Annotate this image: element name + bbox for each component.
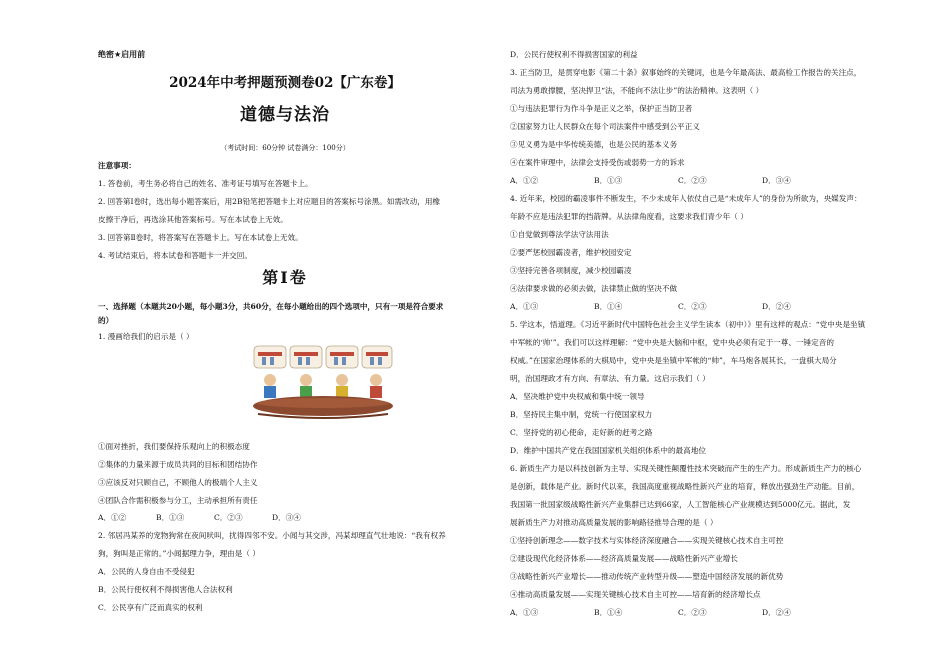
q2-option: B．公民行使权利不得损害他人合法权利	[98, 585, 233, 594]
notice-line: 3. 回答第Ⅱ卷时，将答案写在答题卡上。写在本试卷上无效。	[98, 233, 303, 242]
q1-item: ②集体的力量来源于成员共同的目标和团结协作	[98, 460, 258, 469]
option-a: A．①②	[510, 176, 539, 185]
q5-option: B．坚持民主集中制，党统一行使国家权力	[510, 410, 653, 419]
q5-stem-cont: 权威。”在国家治理体系的大棋局中，党中央是坐镇中军帐的“帅”，车马炮各展其长，一盘棋大局分	[510, 356, 837, 365]
q6-options	[510, 608, 846, 618]
q3-stem: 3. 正当防卫，是贯穿电影《第二十条》叙事始终的关键词，也是今年最高法、最高检工作报告的关注点，	[510, 68, 862, 77]
q3-item: ①与违法犯罪行为作斗争是正义之举，保护正当防卫者	[510, 104, 693, 113]
option-d: D．②④	[762, 608, 791, 617]
q6-item: ③战略性新兴产业增长——推动传统产业转型升级——塑造中国经济发展的新优势	[510, 572, 784, 581]
option-b: B．①③	[594, 176, 623, 185]
option-c: C．②③	[214, 513, 243, 522]
option-b: B．①④	[594, 302, 623, 311]
q6-stem-cont: 我国第一批国家级战略性新兴产业集群已达到66家，人工智能核心产业规模达到5000亿元。据此，发	[510, 500, 851, 509]
q3-item: ②国家努力让人民群众在每个司法案件中感受到公平正义	[510, 122, 700, 131]
q5-stem: 5. 学这本，悟道理。《习近平新时代中国特色社会主义学生读本（初中）》里有这样的观点：“党中央是坐镇	[510, 320, 866, 329]
option-c: C．②③	[678, 302, 707, 311]
option-c: C．②③	[678, 176, 707, 185]
q5-stem-cont: 中军帐的‘帅’”。我们可以这样理解：“党中央是大脑和中枢，党中央必须有定于一尊、一锤定音的	[510, 338, 834, 347]
option-d: D．②④	[762, 302, 791, 311]
option-a: A．①③	[510, 302, 539, 311]
q1-stem: 1. 漫画给我们的启示是（ ）	[98, 332, 194, 341]
q6-stem-cont: 展新质生产力对推动高质量发展的影响路径推导合理的是（ ）	[510, 518, 718, 527]
q2-option: D．公民行使权利不得损害国家的利益	[510, 50, 638, 59]
q5-option: A．坚决维护党中央权威和集中统一领导	[510, 392, 645, 401]
notice-line: 皮擦干净后，再选涂其他答案标号。写在本试卷上无效。	[98, 215, 288, 224]
option-a: A．①②	[98, 513, 127, 522]
volume-title: 第Ⅰ卷	[262, 268, 308, 287]
q1-item: ③应该反对只顾自己，不顾他人的极端个人主义	[98, 478, 258, 487]
q6-item: ④推动高质量发展——实现关键核心技术自主可控——培育新的经济增长点	[510, 590, 761, 599]
q5-option: C．坚持党的初心使命，走好新的赶考之路	[510, 428, 653, 437]
q3-options	[510, 176, 846, 186]
option-a: A．①③	[510, 608, 539, 617]
q4-item: ②要严惩校园霸凌者，维护校园安定	[510, 248, 632, 257]
subject-title: 道德与法治	[240, 105, 330, 125]
q4-stem-cont: 年龄不应是违法犯罪的挡箭牌。从法律角度看，这要求我们青少年（ ）	[510, 212, 748, 221]
comic-illustration	[248, 344, 398, 422]
q6-item: ②建设现代化经济体系——经济高质量发展——战略性新兴产业增长	[510, 554, 738, 563]
notice-line: 1. 答卷前，考生务必将自己的姓名、准考证号填写在答题卡上。	[98, 179, 313, 188]
q2-stem: 2. 邻居冯某养的宠物狗常在夜间吠叫，扰得四邻不安。小闻与其交涉，冯某却理直气壮地说：“我有权养	[98, 531, 446, 540]
notice-heading: 注意事项：	[98, 161, 136, 170]
option-d: D．③④	[762, 176, 791, 185]
q2-stem-cont: 狗，狗叫是正常的。”小闻据理力争，理由是（ ）	[98, 549, 260, 558]
q1-item: ④团队合作需积极参与分工，主动承担所有责任	[98, 496, 258, 505]
q3-stem-cont: 司法为勇敢撑腰，坚决捍卫“法，不能向不法让步”的法治精神。这表明（ ）	[510, 86, 764, 95]
q4-item: ①自觉做到尊法学法守法用法	[510, 230, 609, 239]
q2-option: C．公民享有广泛而真实的权利	[98, 603, 203, 612]
q5-option: D．维护中国共产党在我国国家机关组织体系中的最高地位	[510, 446, 706, 455]
q1-item: ①面对挫折，我们要保持乐观向上的积极态度	[98, 442, 250, 451]
q4-options	[510, 302, 846, 312]
q6-item: ①坚持创新理念——数字技术与实体经济深度融合——实现关键核心技术自主可控	[510, 536, 784, 545]
option-b: B．①④	[594, 608, 623, 617]
q6-stem: 6. 新质生产力是以科技创新为主导、实现关键性颠覆性技术突破而产生的生产力。形成新质生产力的核心	[510, 464, 862, 473]
q5-stem-cont: 明，治国理政才有方向、有章法、有力量。这启示我们（ ）	[510, 374, 710, 383]
q4-stem: 4. 近年来，校园的霸凌事件不断发生，不少未成年人依仗自己是“未成年人”的身份为所欲为，央媒发声：	[510, 194, 862, 203]
option-b: B．①③	[156, 513, 185, 522]
notice-line: 2. 回答第Ⅰ卷时，选出每小题答案后，用2B铅笔把答题卡上对应题目的答案标号涂黑。如需改动，用橡	[98, 197, 441, 206]
people	[264, 374, 382, 398]
exam-title: 2024年中考押题预测卷02【广东卷】	[169, 75, 401, 91]
q4-item: ④法律要求做的必须去做，法律禁止做的坚决不做	[510, 284, 678, 293]
notice-line: 4. 考试结束后，将本试卷和答题卡一并交回。	[98, 251, 252, 260]
secret-label: 绝密★启用前	[98, 50, 146, 59]
thought-bubbles	[254, 346, 392, 368]
exam-meta: （考试时间：60分钟 试卷满分：100分）	[220, 144, 350, 152]
q3-item: ④在案件审理中，法律会支持受伤或弱势一方的诉求	[510, 158, 685, 167]
q1-options	[98, 513, 330, 523]
option-d: D．③④	[272, 513, 301, 522]
section-heading: 一、选择题（本题共20小题，每小题3分，共60分，在每小题给出的四个选项中，只有一项是符合要求	[98, 302, 444, 311]
q3-item: ③见义勇为是中华传统美德，也是公民的基本义务	[510, 140, 678, 149]
section-heading-cont: 的）	[98, 316, 114, 325]
option-c: C．②③	[678, 608, 707, 617]
q2-option: A．公民的人身自由不受侵犯	[98, 567, 195, 576]
q6-stem-cont: 是创新，载体是产业。新时代以来，我国高度重视战略性新兴产业的培育，释放出强劲生产动能。目前，	[510, 482, 860, 491]
q4-item: ③坚持完善各项制度，减少校园霸凌	[510, 266, 632, 275]
